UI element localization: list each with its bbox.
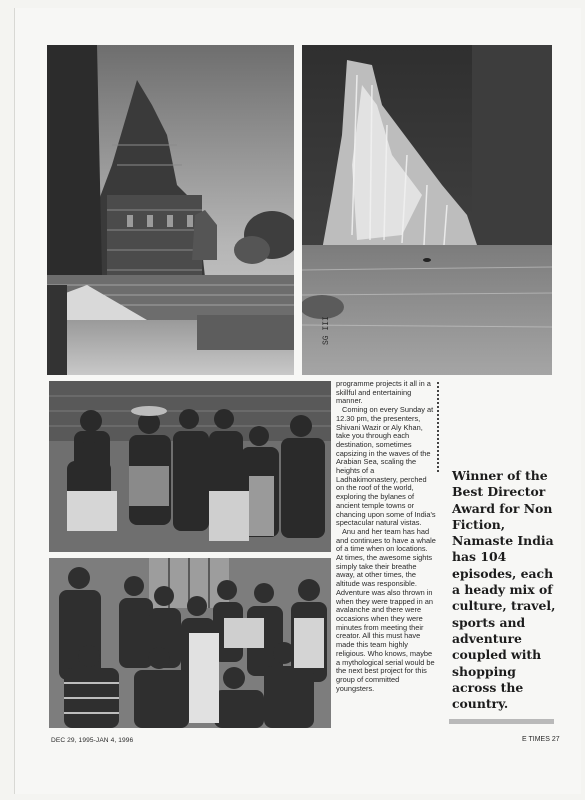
photo-date-stamp: SG III	[322, 316, 331, 345]
article-body	[336, 380, 436, 736]
temple-photo	[47, 45, 294, 375]
page-number: E TIMES 27	[522, 736, 560, 743]
cast-group-photo	[49, 558, 331, 728]
issue-date: DEC 29, 1995-JAN 4, 1996	[51, 737, 134, 744]
pull-quote: Winner of the Best Director Award for Non Fiction, Namaste India has 104 episodes, each a heady mix of culture, travel, sports and adventure coupled with shopping across the country.	[452, 468, 556, 712]
pull-quote-rule	[449, 719, 554, 724]
article-paragraph: Anu and her team has had and continues to have a whale of a time when on locations. At times, the awesome sights simply take their breathe away, at other times, the altitude was responsible. Adventure was also thrown in when they were trapped in an avalanche and there were occasions when they were minutes from meeting their creator. All this must have made this team highly religious. Who knows, maybe a mythological serial would be the next best project for this group of committed youngsters.	[336, 526, 436, 693]
team-group-photo	[49, 381, 331, 552]
column-divider	[437, 382, 439, 472]
article-paragraph: Coming on every Sunday at 12.30 pm, the presenters, Shivani Wazir or Aly Khan, take you through each destination, sometimes capsizing in the waves of the Arabian Sea, scaling the heights of a Ladhakimonastery, perched on the roof of the world, exploring the bylanes of ancient temple towns or chancing upon some of India's spectacular natural vistas.	[336, 405, 436, 528]
waterfall-photo	[302, 45, 552, 375]
article-paragraph: programme projects it all in a skillful and entertaining manner.	[336, 380, 431, 406]
